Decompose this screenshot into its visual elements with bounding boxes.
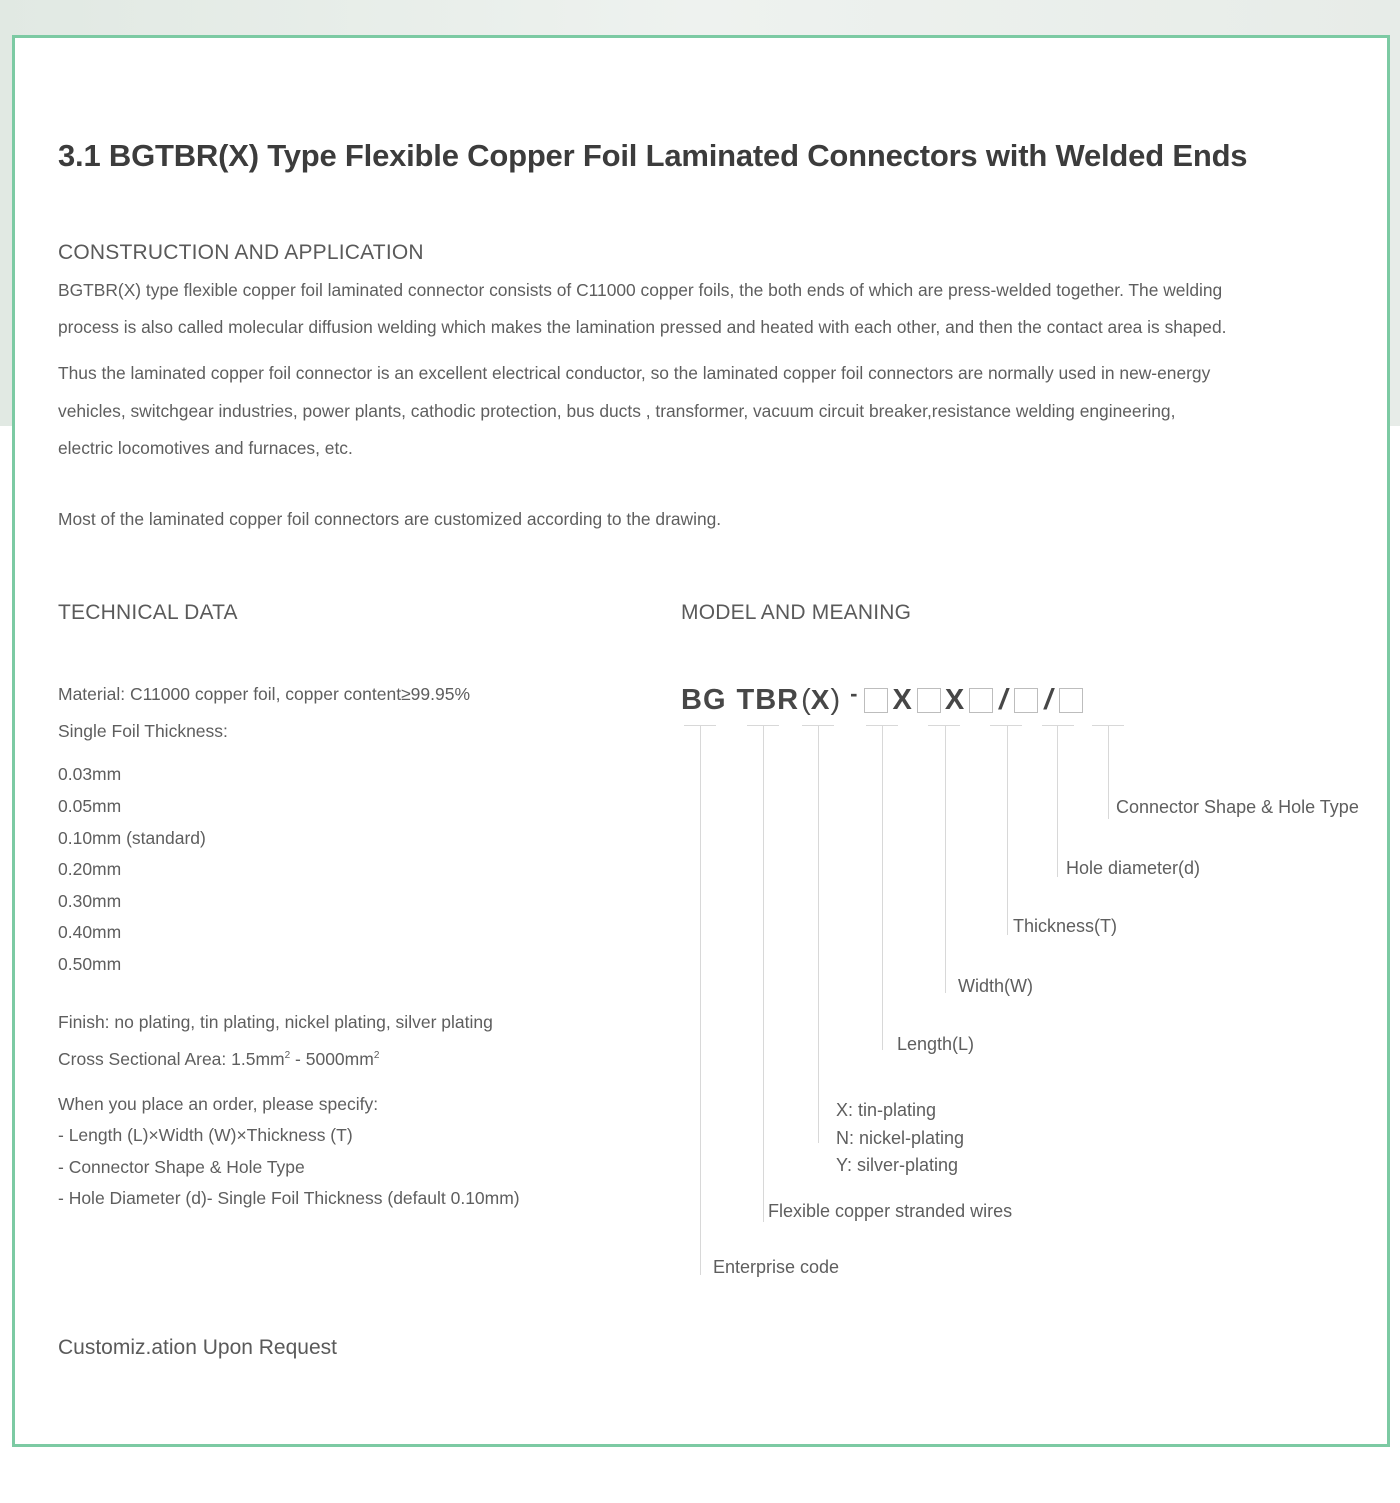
construction-line: process is also called molecular diffusion welding which makes the lamination pressed and heated with each other, and then the contact area is shaped. xyxy=(58,317,1227,337)
cross-section-prefix: Cross Sectional Area: 1.5mm xyxy=(58,1049,285,1069)
meaning-plating: N: nickel-plating xyxy=(836,1128,965,1148)
leader-line-hole xyxy=(1057,725,1058,877)
leader-line-wires xyxy=(763,725,764,1222)
construction-line: Thus the laminated copper foil connector is an excellent electrical conductor, so the laminated copper foil connectors are normally used in new-energy xyxy=(58,363,1211,383)
page-title: 3.1 BGTBR(X) Type Flexible Copper Foil Laminated Connectors with Welded Ends xyxy=(58,138,1248,173)
thickness-label: Single Foil Thickness: xyxy=(58,721,228,741)
customization-note: Customiz.ation Upon Request xyxy=(58,1336,337,1359)
meaning-plating: X: tin-plating xyxy=(836,1100,937,1120)
code-paren-close: ) xyxy=(830,683,841,716)
order-item: - Length (L)×Width (W)×Thickness (T) xyxy=(58,1125,353,1145)
meaning-hole: Hole diameter(d) xyxy=(1066,858,1201,878)
code-paren-open: ( xyxy=(801,683,811,716)
construction-heading: CONSTRUCTION AND APPLICATION xyxy=(58,241,424,264)
leader-line-length xyxy=(882,725,883,1050)
thickness-option: 0.03mm xyxy=(58,764,122,784)
meaning-thickness: Thickness(T) xyxy=(1013,916,1118,936)
leader-line-plating xyxy=(818,725,819,1143)
superscript: 2 xyxy=(284,1050,291,1062)
cross-section-mid: - 5000mm xyxy=(290,1049,374,1069)
meaning-wires: Flexible copper stranded wires xyxy=(768,1201,1013,1221)
code-bg: BG xyxy=(681,683,727,716)
code-times: X xyxy=(892,683,913,716)
meaning-shape: Connector Shape & Hole Type xyxy=(1116,797,1359,817)
superscript: 2 xyxy=(373,1050,380,1062)
thickness-option: 0.30mm xyxy=(58,891,122,911)
leader-cap xyxy=(990,725,1022,726)
thickness-box xyxy=(969,688,993,713)
technical-heading: TECHNICAL DATA xyxy=(58,601,238,624)
thickness-option: 0.05mm xyxy=(58,796,122,816)
leader-cap xyxy=(1042,725,1074,726)
cross-section-text xyxy=(58,1049,379,1070)
leader-line-enterprise xyxy=(700,725,701,1275)
thickness-option: 0.40mm xyxy=(58,922,122,942)
construction-line: vehicles, switchgear industries, power plants, cathodic protection, bus ducts , transformer, vacuum circuit breaker,resistance welding engineering, xyxy=(58,401,1176,421)
length-box xyxy=(864,688,888,713)
hole-box xyxy=(1014,688,1038,713)
model-code xyxy=(681,680,1083,720)
finish-text: Finish: no plating, tin plating, nickel plating, silver plating xyxy=(58,1012,493,1032)
meaning-length: Length(L) xyxy=(897,1034,975,1054)
thickness-option: 0.50mm xyxy=(58,954,122,974)
order-item: - Hole Diameter (d)- Single Foil Thickness (default 0.10mm) xyxy=(58,1188,520,1208)
order-intro: When you place an order, please specify: xyxy=(58,1094,379,1114)
code-tbr: TBR xyxy=(736,683,800,716)
code-dash: - xyxy=(850,681,859,706)
leader-line-thickness xyxy=(1007,725,1008,935)
thickness-option: 0.10mm (standard) xyxy=(58,828,206,848)
model-heading: MODEL AND MEANING xyxy=(681,601,912,624)
construction-line: BGTBR(X) type flexible copper foil laminated connector consists of C11000 copper foils, the both ends of which are press-welded together. The welding xyxy=(58,280,1223,300)
code-x: X xyxy=(810,684,831,715)
leader-line-width xyxy=(945,725,946,993)
order-item: - Connector Shape & Hole Type xyxy=(58,1157,305,1177)
code-slash: / xyxy=(999,683,1009,716)
code-slash: / xyxy=(1044,683,1054,716)
meaning-enterprise: Enterprise code xyxy=(713,1257,840,1277)
material-text: Material: C11000 copper foil, copper content≥99.95% xyxy=(58,684,471,704)
leader-line-shape xyxy=(1108,725,1109,819)
meaning-width: Width(W) xyxy=(958,976,1033,996)
meaning-plating: Y: silver-plating xyxy=(836,1155,959,1175)
shape-box xyxy=(1059,688,1083,713)
code-times: X xyxy=(944,683,966,716)
width-box xyxy=(917,688,941,713)
leader-cap xyxy=(928,725,960,726)
construction-line: electric locomotives and furnaces, etc. xyxy=(58,438,353,458)
thickness-option: 0.20mm xyxy=(58,859,122,879)
construction-note: Most of the laminated copper foil connectors are customized according to the drawing. xyxy=(58,509,722,529)
